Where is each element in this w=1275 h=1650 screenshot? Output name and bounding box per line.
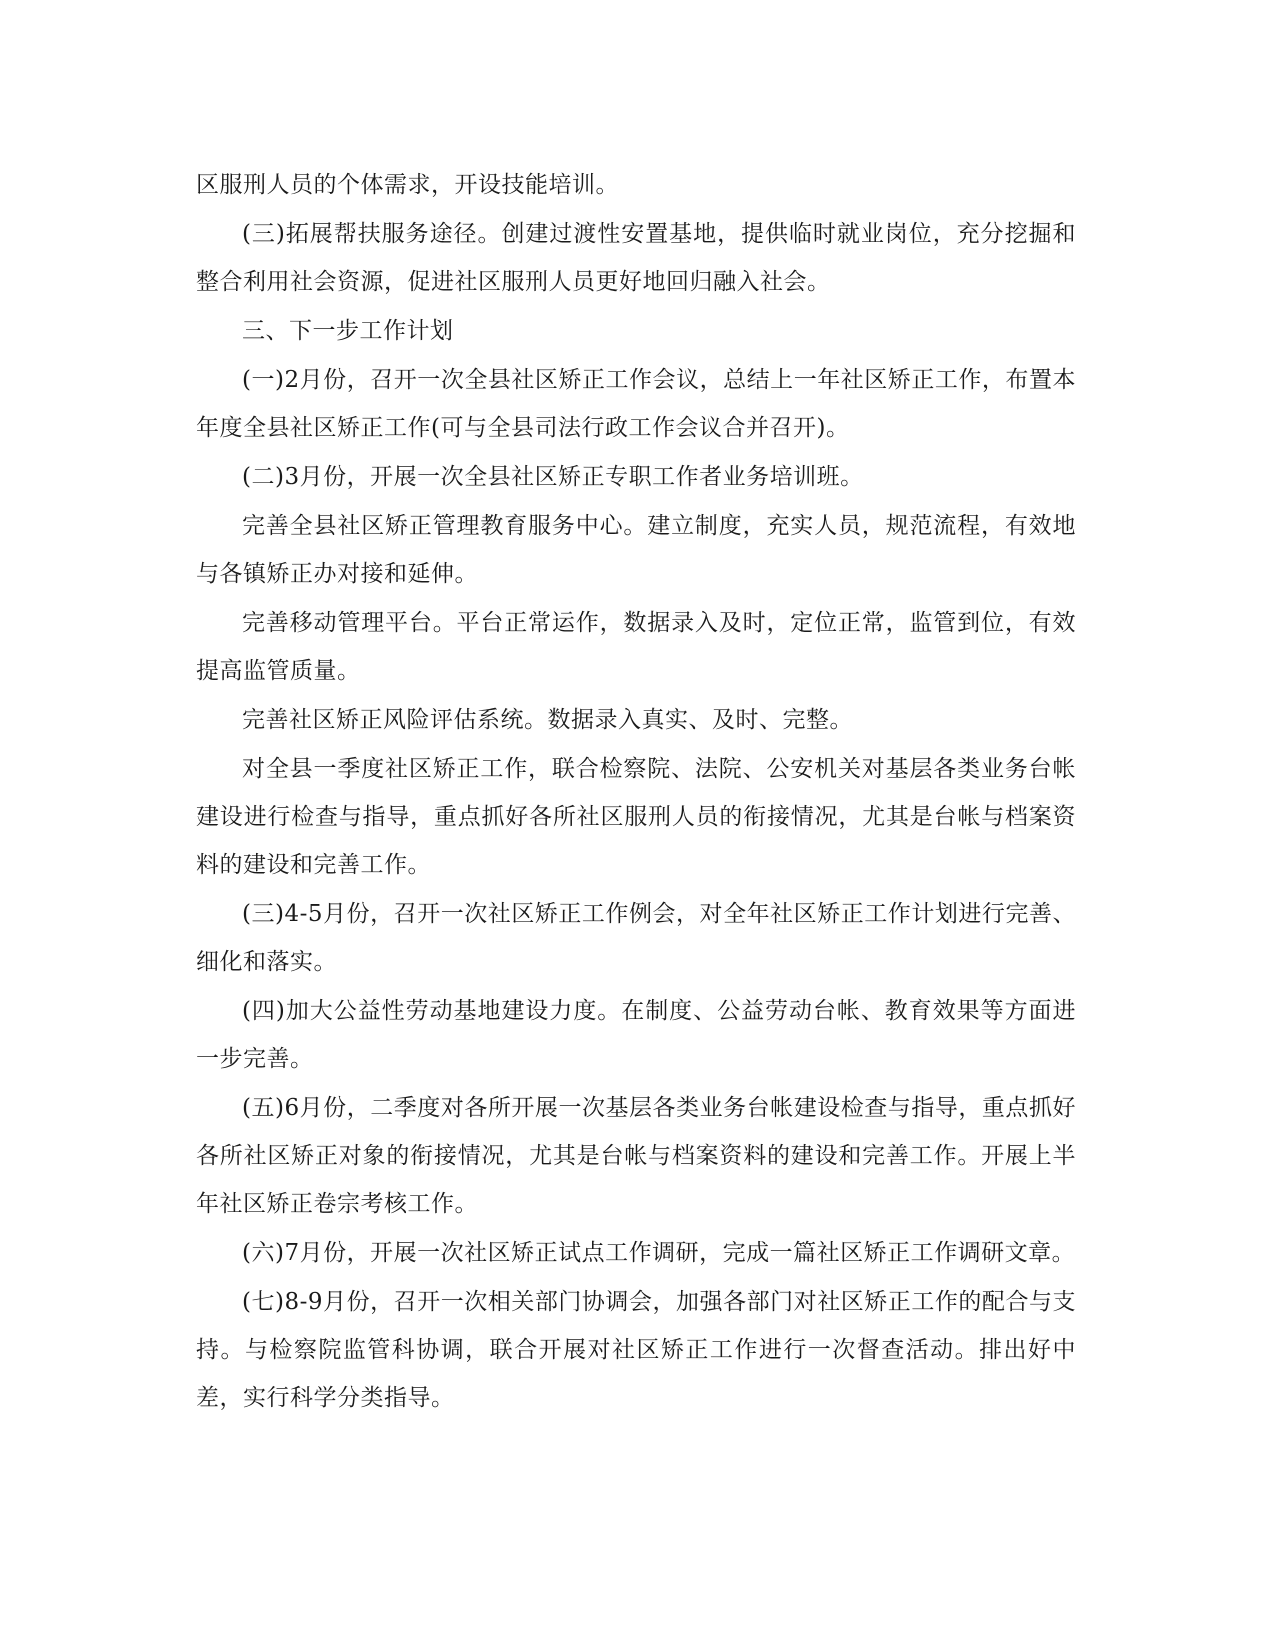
paragraph-13: (六)7月份，开展一次社区矫正试点工作调研，完成一篇社区矫正工作调研文章。 [242, 1240, 1076, 1266]
paragraph-1: 区服刑人员的个体需求，开设技能培训。 [196, 172, 619, 198]
paragraph-9: 对全县一季度社区矫正工作，联合检察院、法院、公安机关对基层各类业务台帐建设进行检查与指导，重点抓好各所社区服刑人员的衔接情况，尤其是台帐与档案资料的建设和完善工作。 [196, 756, 1076, 878]
paragraph-8: 完善社区矫正风险评估系统。数据录入真实、及时、完整。 [242, 707, 853, 733]
paragraph-14: (七)8-9月份，召开一次相关部门协调会，加强各部门对社区矫正工作的配合与支持。与检察院监管科协调，联合开展对社区矫正工作进行一次督查活动。排出好中差，实行科学分类指导。 [196, 1289, 1076, 1411]
paragraph-10: (三)4-5月份，召开一次社区矫正工作例会，对全年社区矫正工作计划进行完善、细化和落实。 [196, 901, 1076, 975]
paragraph-11: (四)加大公益性劳动基地建设力度。在制度、公益劳动台帐、教育效果等方面进一步完善。 [196, 998, 1076, 1072]
paragraph-4: (一)2月份，召开一次全县社区矫正工作会议，总结上一年社区矫正工作，布置本年度全县社区矫正工作(可与全县司法行政工作会议合并召开)。 [196, 367, 1076, 441]
paragraph-2: (三)拓展帮扶服务途径。创建过渡性安置基地，提供临时就业岗位，充分挖掘和整合利用社会资源，促进社区服刑人员更好地回归融入社会。 [196, 221, 1076, 295]
section-heading-next-plan: 三、下一步工作计划 [242, 318, 454, 344]
paragraph-5: (二)3月份，开展一次全县社区矫正专职工作者业务培训班。 [242, 464, 864, 490]
paragraph-12: (五)6月份，二季度对各所开展一次基层各类业务台帐建设检查与指导，重点抓好各所社区矫正对象的衔接情况，尤其是台帐与档案资料的建设和完善工作。开展上半年社区矫正卷宗考核工作。 [196, 1095, 1076, 1217]
paragraph-6: 完善全县社区矫正管理教育服务中心。建立制度，充实人员，规范流程，有效地与各镇矫正办对接和延伸。 [196, 513, 1076, 587]
document-body [196, 161, 1076, 1423]
paragraph-7: 完善移动管理平台。平台正常运作，数据录入及时，定位正常，监管到位，有效提高监管质量。 [196, 610, 1076, 684]
